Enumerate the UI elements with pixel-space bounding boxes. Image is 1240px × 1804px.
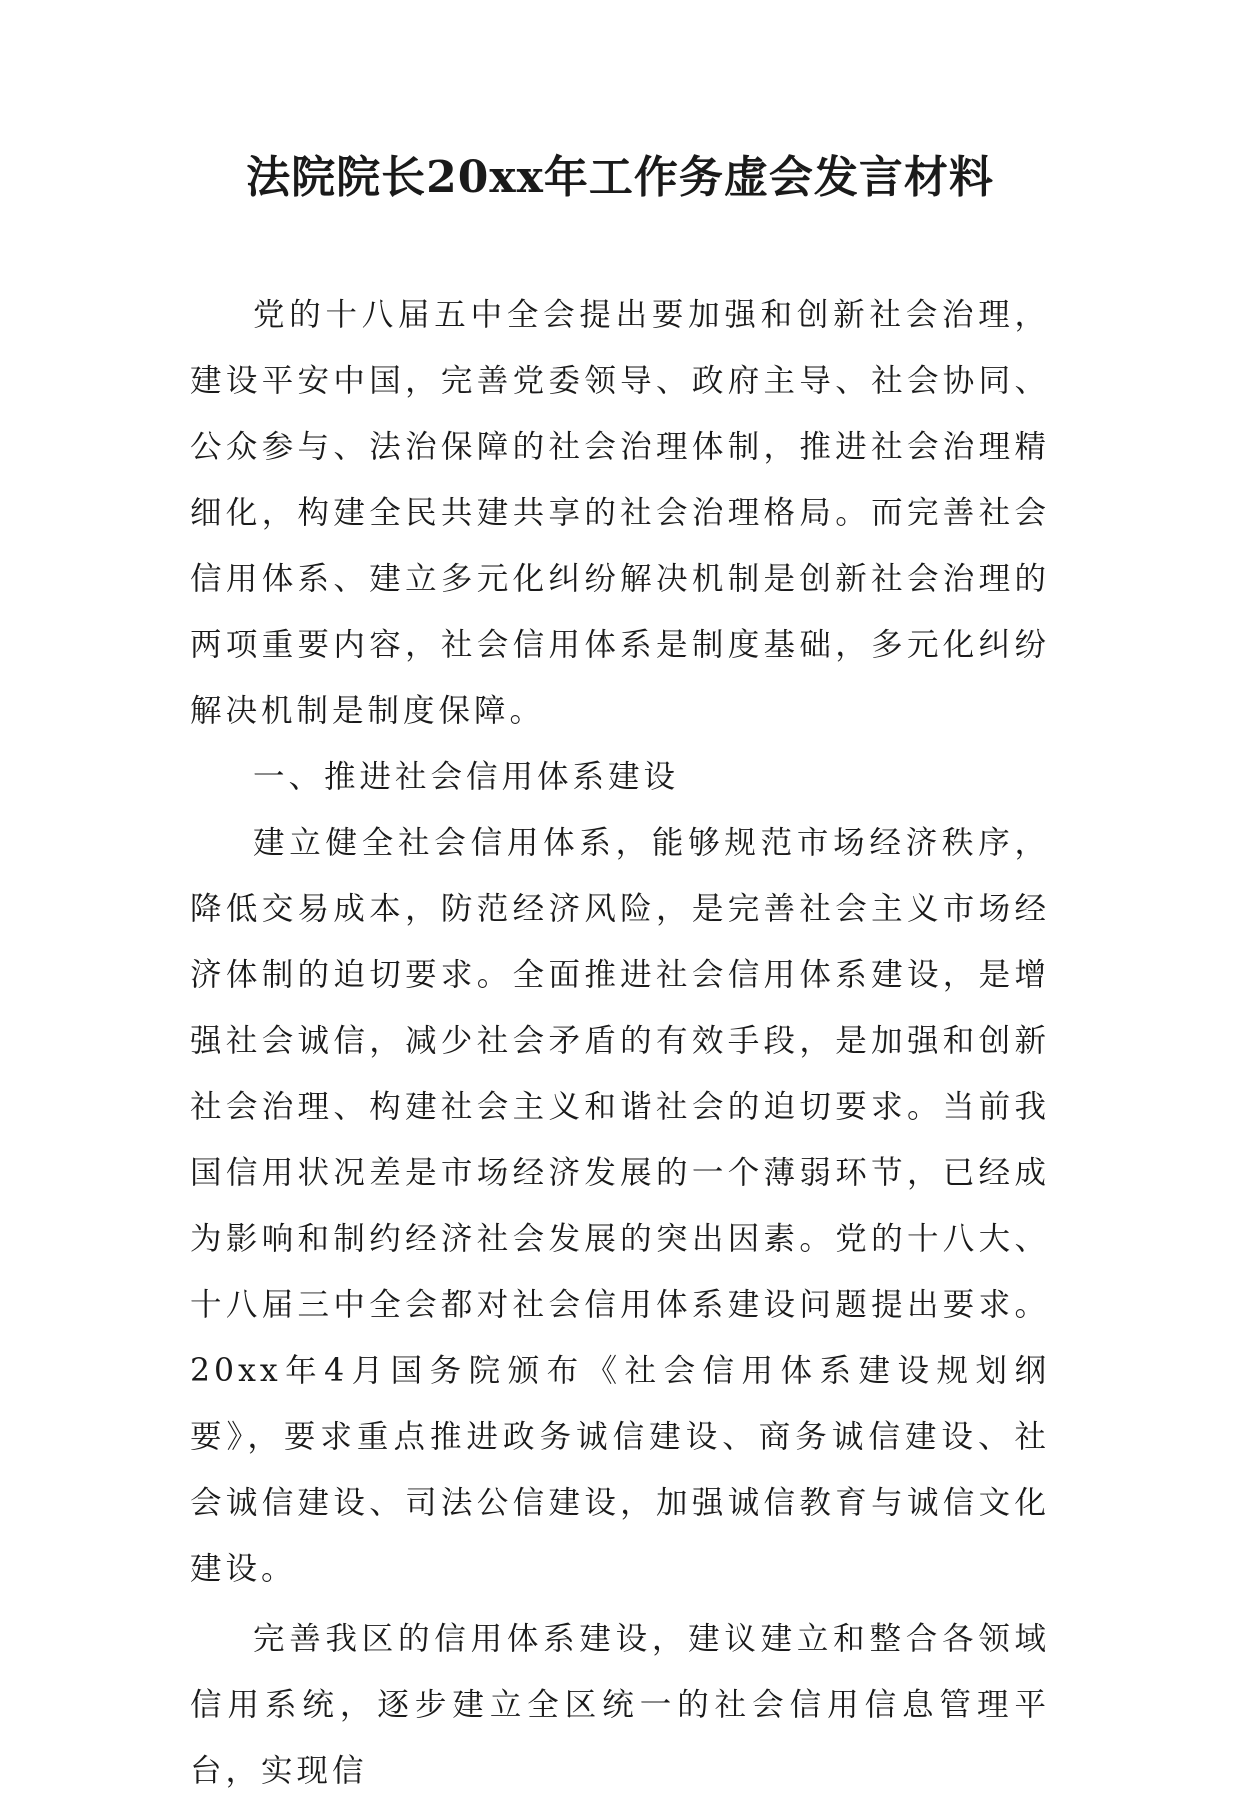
paragraph-credit-system: 建立健全社会信用体系，能够规范市场经济秩序，降低交易成本，防范经济风险，是完善社会主义市场经济体制的迫切要求。全面推进社会信用体系建设，是增强社会诚信，减少社会矛盾的有效手段，是加强和创新社会治理、构建社会主义和谐社会的迫切要求。当前我国信用状况差是市场经济发展的一个薄弱环节，已经成为影响和制约经济社会发展的突出因素。党的十八大、十八届三中全会都对社会信用体系建设问题提出要求。20xx年4月国务院颁布《社会信用体系建设规划纲要》，要求重点推进政务诚信建设、商务诚信建设、社会诚信建设、司法公信建设，加强诚信教育与诚信文化建设。 <box>190 825 1050 1587</box>
document-body <box>190 282 1050 1804</box>
document-title: 法院院长20xx年工作务虚会发言材料 <box>246 152 994 203</box>
paragraph-intro: 党的十八届五中全会提出要加强和创新社会治理，建设平安中国，完善党委领导、政府主导、社会协同、公众参与、法治保障的社会治理体制，推进社会治理精细化，构建全民共建共享的社会治理格局。而完善社会信用体系、建立多元化纠纷解决机制是创新社会治理的两项重要内容，社会信用体系是制度基础，多元化纠纷解决机制是制度保障。 <box>190 297 1050 729</box>
section-heading: 一、推进社会信用体系建设 <box>253 759 680 795</box>
paragraph-suggestion: 完善我区的信用体系建设，建议建立和整合各领域信用系统，逐步建立全区统一的社会信用信息管理平台，实现信 <box>190 1621 1050 1789</box>
